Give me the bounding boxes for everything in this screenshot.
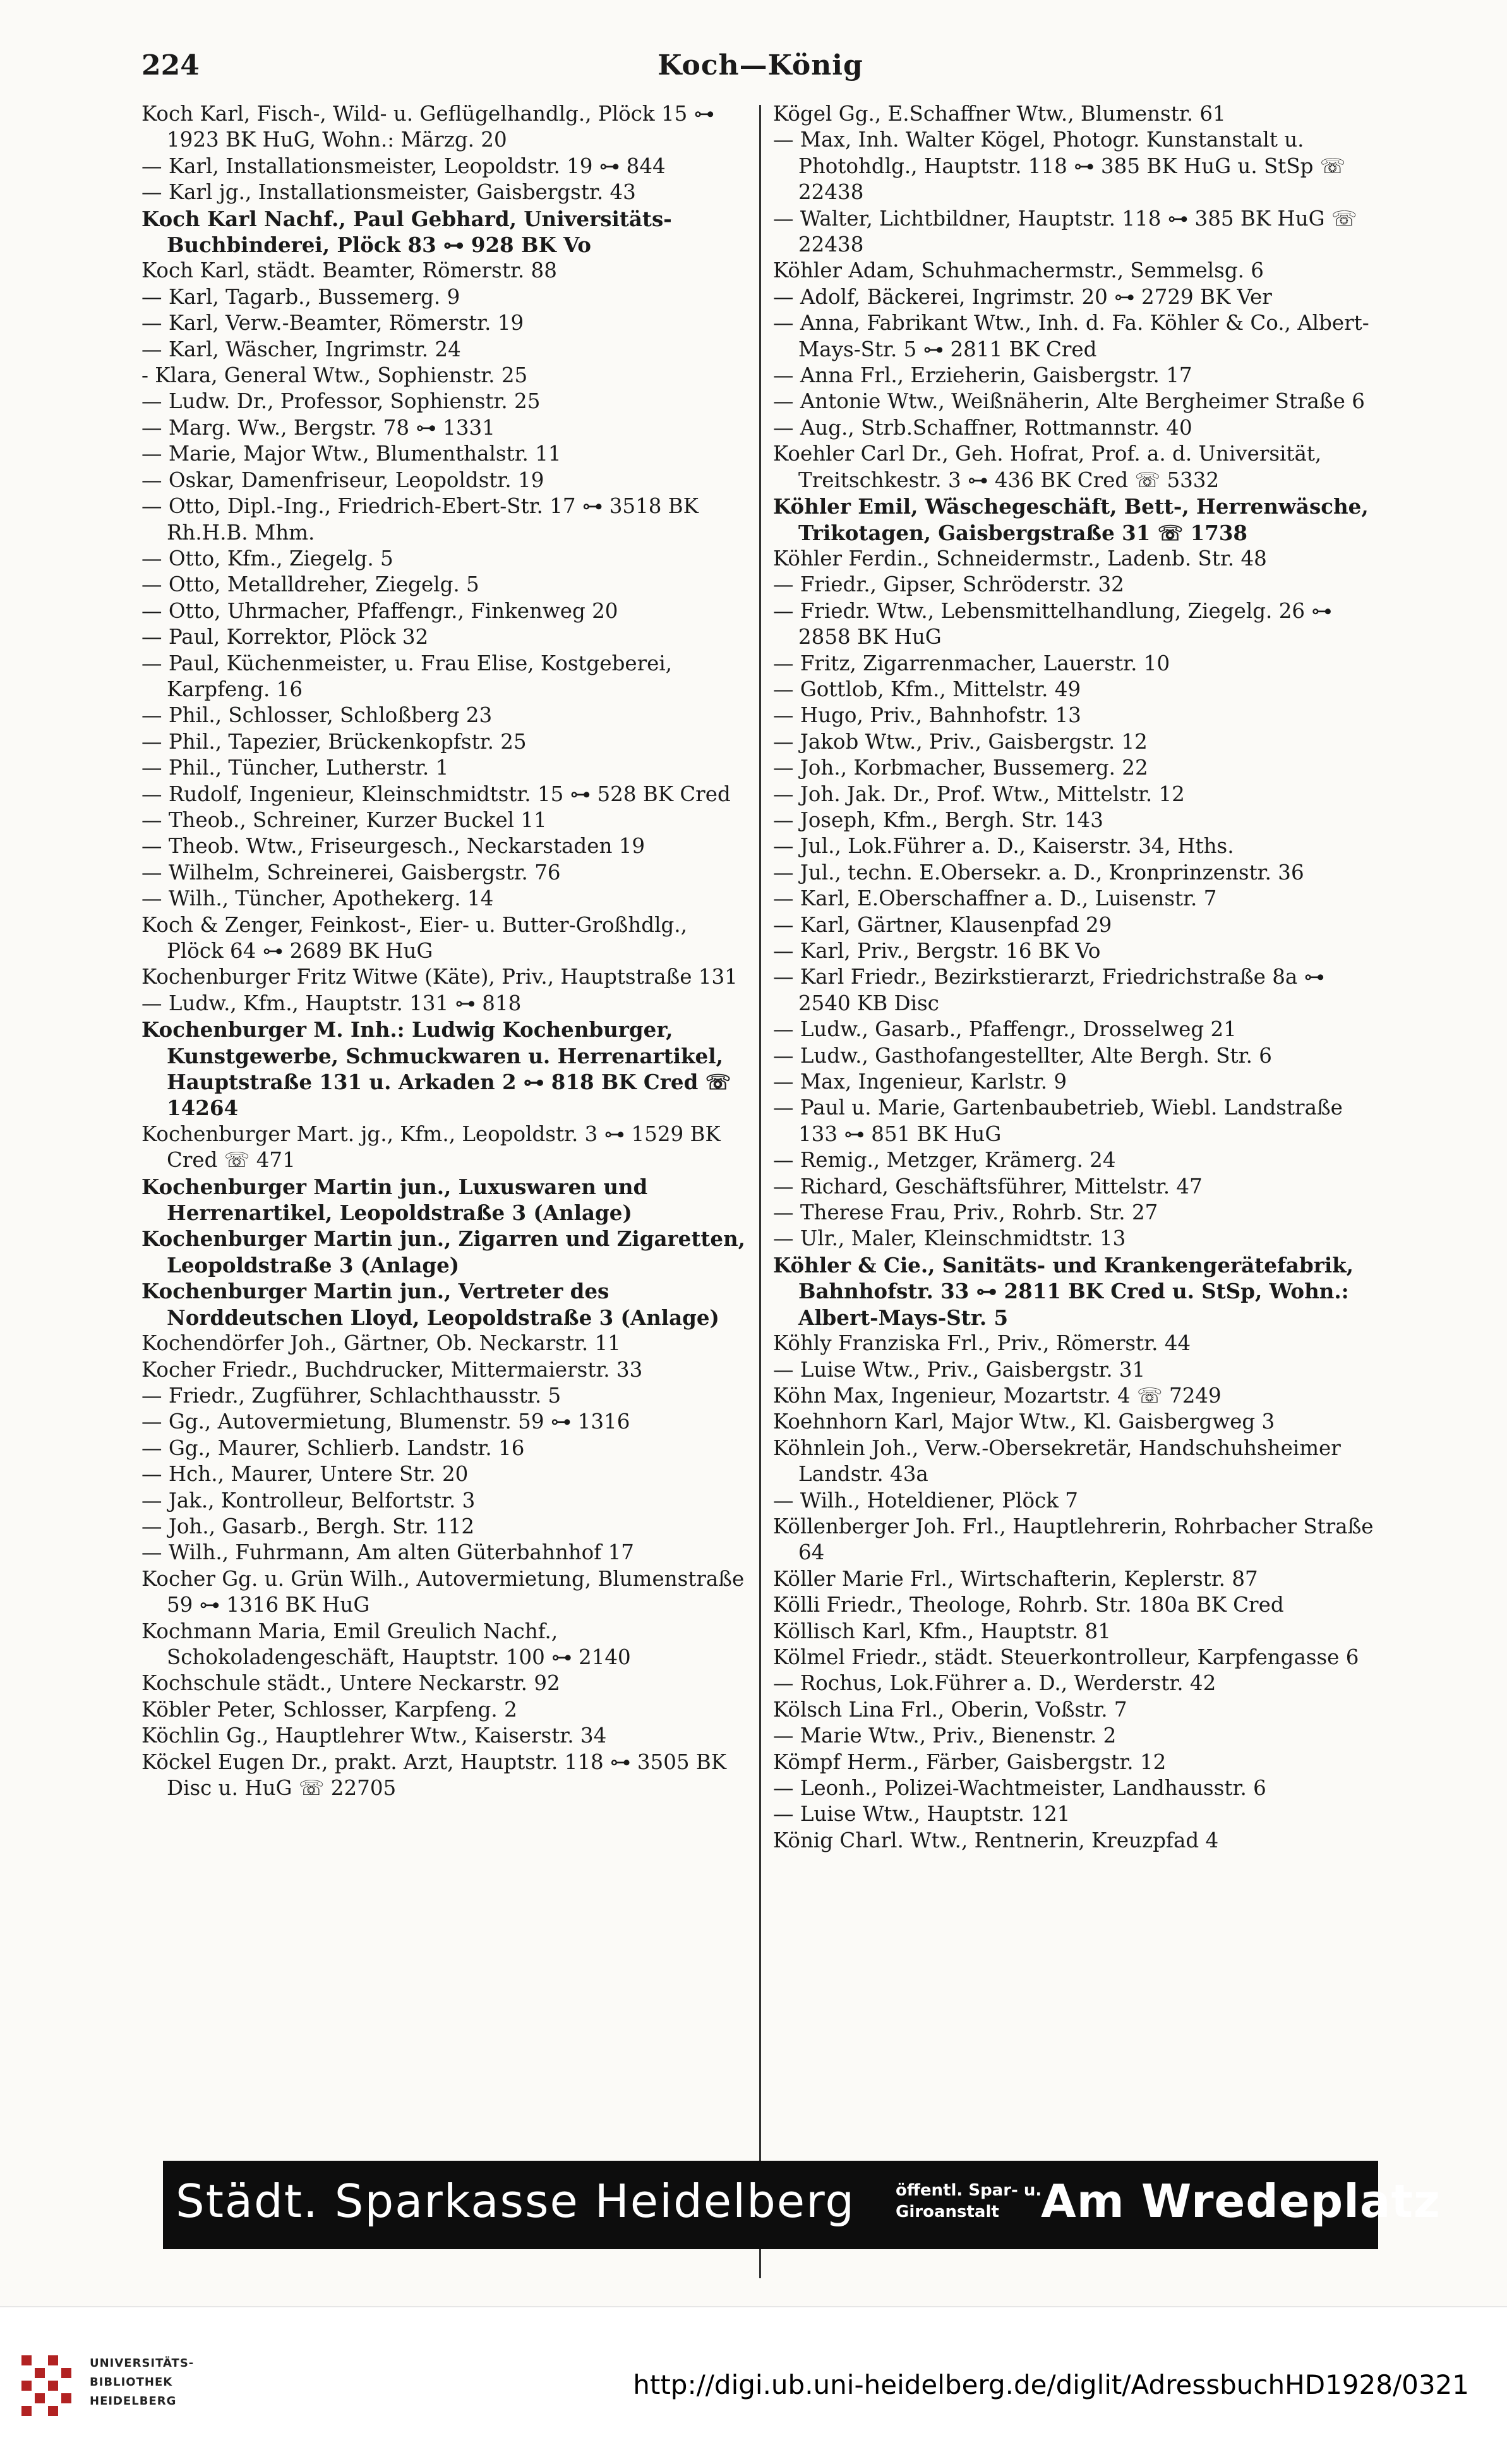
directory-entry: Kochenburger Mart. jg., Kfm., Leopoldstr. 3 ⊶ 1529 BK Cred ☏ 471 <box>141 1121 721 1173</box>
footer-divider <box>0 2306 1507 2307</box>
seal-tile <box>35 2393 45 2403</box>
banner-left-text: Städt. Sparkasse Heidelberg <box>176 2175 856 2228</box>
directory-entry: Kochenburger Martin jun., Vertreter des Norddeutschen Lloyd, Leopoldstraße 3 (Anlage) <box>141 1279 719 1330</box>
directory-entry: — Karl jg., Installationsmeister, Gaisbergstr. 43 <box>141 180 636 205</box>
directory-entry: — Anna, Fabrikant Wtw., Inh. d. Fa. Köhler & Co., Albert-Mays-Str. 5 ⊶ 2811 BK Cred <box>773 311 1369 361</box>
directory-entry: Kochenburger M. Inh.: Ludwig Kochenburger, Kunstgewerbe, Schmuckwaren u. Herrenartikel, Hauptstraße 131 u. Arkaden 2 ⊶ 818 BK Cred ☏ 14264 <box>141 1017 731 1121</box>
directory-entry: Kögel Gg., E.Schaffner Wtw., Blumenstr. 61 <box>773 102 1226 126</box>
directory-entry: Kochenburger Martin jun., Zigarren und Zigaretten, Leopoldstraße 3 (Anlage) <box>141 1226 745 1277</box>
directory-entry: — Paul, Korrektor, Plöck 32 <box>141 625 429 649</box>
directory-entry: — Joh., Gasarb., Bergh. Str. 112 <box>141 1514 475 1538</box>
directory-entry: - Klara, General Wtw., Sophienstr. 25 <box>141 363 528 388</box>
directory-entry: Köhler & Cie., Sanitäts- und Krankengerätefabrik, Bahnhofstr. 33 ⊶ 2811 BK Cred u. StSp, Wohn.: Albert-Mays-Str. 5 <box>773 1252 1354 1330</box>
seal-tile <box>21 2355 32 2365</box>
directory-entry: — Paul, Küchenmeister, u. Frau Elise, Kostgeberei, Karpfeng. 16 <box>141 651 673 701</box>
library-seal-icon <box>15 2350 78 2420</box>
directory-entry: — Oskar, Damenfriseur, Leopoldstr. 19 <box>141 468 544 492</box>
directory-entry: — Phil., Tapezier, Brückenkopfstr. 25 <box>141 729 527 754</box>
directory-entry: Kölsch Lina Frl., Oberin, Voßstr. 7 <box>773 1697 1127 1722</box>
directory-entry: — Luise Wtw., Priv., Gaisbergstr. 31 <box>773 1357 1146 1382</box>
directory-entry: — Otto, Uhrmacher, Pfaffengr., Finkenweg 20 <box>141 598 618 623</box>
directory-entry: — Jakob Wtw., Priv., Gaisbergstr. 12 <box>773 729 1148 754</box>
directory-entry: König Charl. Wtw., Rentnerin, Kreuzpfad 4 <box>773 1828 1219 1852</box>
directory-entry: — Remig., Metzger, Krämerg. 24 <box>773 1148 1116 1173</box>
directory-entry: — Walter, Lichtbildner, Hauptstr. 118 ⊶ 385 BK HuG ☏ 22438 <box>773 206 1357 257</box>
directory-entry: — Fritz, Zigarrenmacher, Lauerstr. 10 <box>773 651 1170 675</box>
directory-entry: Kölmel Friedr., städt. Steuerkontrolleur, Karpfengasse 6 <box>773 1645 1359 1669</box>
directory-entry: — Gottlob, Kfm., Mittelstr. 49 <box>773 677 1081 701</box>
page-header <box>141 44 1379 95</box>
directory-entry: — Friedr., Zugführer, Schlachthausstr. 5 <box>141 1383 561 1408</box>
running-head: Koch—König <box>657 49 863 82</box>
directory-entry: — Theob., Schreiner, Kurzer Buckel 11 <box>141 807 547 832</box>
directory-entry: — Jul., techn. E.Obersekr. a. D., Kronprinzenstr. 36 <box>773 860 1304 885</box>
directory-entry: — Jul., Lok.Führer a. D., Kaiserstr. 34, Hths. <box>773 834 1234 859</box>
directory-entry: — Phil., Tüncher, Lutherstr. 1 <box>141 756 449 780</box>
directory-entry: — Adolf, Bäckerei, Ingrimstr. 20 ⊶ 2729 BK Ver <box>773 284 1272 309</box>
directory-entry: — Friedr., Gipser, Schröderstr. 32 <box>773 572 1124 597</box>
directory-entry: — Leonh., Polizei-Wachtmeister, Landhausstr. 6 <box>773 1776 1266 1800</box>
directory-entry: Köhler Ferdin., Schneidermstr., Ladenb. Str. 48 <box>773 546 1267 571</box>
directory-entry: — Joseph, Kfm., Bergh. Str. 143 <box>773 807 1103 832</box>
directory-entry: — Therese Frau, Priv., Rohrb. Str. 27 <box>773 1200 1158 1225</box>
directory-entry: Köckel Eugen Dr., prakt. Arzt, Hauptstr. 118 ⊶ 3505 BK Disc u. HuG ☏ 22705 <box>141 1749 727 1800</box>
directory-entry: — Ludw., Kfm., Hauptstr. 131 ⊶ 818 <box>141 991 522 1015</box>
advertisement-banner <box>163 2161 1441 2249</box>
seal-tile <box>21 2381 32 2391</box>
directory-entry: — Max, Ingenieur, Karlstr. 9 <box>773 1070 1067 1094</box>
directory-entry: — Otto, Dipl.-Ing., Friedrich-Ebert-Str. 17 ⊶ 3518 BK Rh.H.B. Mhm. <box>141 494 699 545</box>
directory-entry: — Karl, Verw.-Beamter, Römerstr. 19 <box>141 311 524 335</box>
directory-entry: — Rudolf, Ingenieur, Kleinschmidtstr. 15 ⊶ 528 BK Cred <box>141 782 731 806</box>
directory-entry: Köhn Max, Ingenieur, Mozartstr. 4 ☏ 7249 <box>773 1383 1222 1408</box>
directory-entry: — Wilh., Fuhrmann, Am alten Güterbahnhof 17 <box>141 1540 634 1565</box>
directory-entry: Koch Karl, Fisch-, Wild- u. Geflügelhandlg., Plöck 15 ⊶ 1923 BK HuG, Wohn.: Märzg. 20 <box>141 102 715 152</box>
seal-tile <box>48 2406 58 2416</box>
directory-columns <box>141 101 1379 2287</box>
directory-entry: Köhnlein Joh., Verw.-Obersekretär, Handschuhsheimer Landstr. 43a <box>773 1435 1341 1487</box>
directory-entry: Kochschule städt., Untere Neckarstr. 92 <box>141 1671 560 1696</box>
logo-line-1: UNIVERSITÄTS- <box>90 2357 195 2370</box>
directory-entry: Köller Marie Frl., Wirtschafterin, Keplerstr. 87 <box>773 1566 1258 1591</box>
directory-entry: — Ulr., Maler, Kleinschmidtstr. 13 <box>773 1226 1126 1251</box>
directory-entry: Köhler Adam, Schuhmachermstr., Semmelsg. 6 <box>773 258 1264 283</box>
directory-entry: — Karl, Installationsmeister, Leopoldstr. 19 ⊶ 844 <box>141 154 666 178</box>
directory-entry: — Wilh., Hoteldiener, Plöck 7 <box>773 1488 1078 1513</box>
directory-entry: — Ludw., Gasthofangestellter, Alte Bergh. Str. 6 <box>773 1043 1272 1068</box>
directory-entry: — Rochus, Lok.Führer a. D., Werderstr. 42 <box>773 1671 1216 1696</box>
directory-entry: Koch & Zenger, Feinkost-, Eier- u. Butter-Großhdlg., Plöck 64 ⊶ 2689 BK HuG <box>141 912 687 963</box>
directory-entry: — Karl, Tagarb., Bussemerg. 9 <box>141 284 460 309</box>
directory-entry: Kömpf Herm., Färber, Gaisbergstr. 12 <box>773 1749 1167 1774</box>
banner-right-text: Am Wredeplatz <box>1041 2175 1441 2228</box>
banner-middle-text: öffentl. Spar- u. Giroanstalt <box>896 2181 1042 2221</box>
directory-entry: Kochenburger Martin jun., Luxuswaren und Herrenartikel, Leopoldstraße 3 (Anlage) <box>141 1174 648 1226</box>
directory-entry: — Friedr. Wtw., Lebensmittelhandlung, Ziegelg. 26 ⊶ 2858 BK HuG <box>773 598 1332 649</box>
directory-entry: Kölli Friedr., Theologe, Rohrb. Str. 180a BK Cred <box>773 1593 1284 1617</box>
directory-entry: — Aug., Strb.Schaffner, Rottmannstr. 40 <box>773 415 1192 440</box>
directory-entry: — Joh. Jak. Dr., Prof. Wtw., Mittelstr. 12 <box>773 782 1185 806</box>
directory-entry: — Richard, Geschäftsführer, Mittelstr. 47 <box>773 1174 1203 1199</box>
directory-entry: Köbler Peter, Schlosser, Karpfeng. 2 <box>141 1697 517 1722</box>
library-logo-text <box>90 2354 194 2411</box>
footer <box>0 2306 1507 2464</box>
directory-entry: Kochendörfer Joh., Gärtner, Ob. Neckarstr. 11 <box>141 1331 621 1356</box>
column-divider <box>759 105 761 2278</box>
directory-entry: Köllenberger Joh. Frl., Hauptlehrerin, Rohrbacher Straße 64 <box>773 1514 1374 1565</box>
directory-entry: — Otto, Metalldreher, Ziegelg. 5 <box>141 572 479 597</box>
seal-tile <box>48 2355 58 2365</box>
source-url-link[interactable]: http://digi.ub.uni-heidelberg.de/diglit/AdressbuchHD1928/0321 <box>633 2369 1469 2400</box>
seal-tile <box>21 2406 32 2416</box>
directory-entry: Köllisch Karl, Kfm., Hauptstr. 81 <box>773 1619 1111 1643</box>
directory-entry: — Marie, Major Wtw., Blumenthalstr. 11 <box>141 442 561 466</box>
directory-entry: Kochenburger Fritz Witwe (Käte), Priv., Hauptstraße 131 <box>141 965 738 989</box>
directory-entry: — Ludw. Dr., Professor, Sophienstr. 25 <box>141 389 541 414</box>
directory-entry: — Otto, Kfm., Ziegelg. 5 <box>141 546 393 571</box>
directory-entry: — Karl, E.Oberschaffner a. D., Luisenstr. 7 <box>773 886 1217 911</box>
directory-entry: — Jak., Kontrolleur, Belfortstr. 3 <box>141 1488 476 1513</box>
seal-tile <box>61 2393 71 2403</box>
directory-entry: — Marg. Ww., Bergstr. 78 ⊶ 1331 <box>141 415 495 440</box>
directory-entry: — Joh., Korbmacher, Bussemerg. 22 <box>773 756 1148 780</box>
directory-entry: — Gg., Autovermietung, Blumenstr. 59 ⊶ 1316 <box>141 1410 630 1434</box>
seal-tile <box>61 2368 71 2378</box>
directory-entry: — Karl, Priv., Bergstr. 16 BK Vo <box>773 939 1101 963</box>
left-column <box>141 101 748 2287</box>
directory-entry: — Marie Wtw., Priv., Bienenstr. 2 <box>773 1724 1117 1748</box>
directory-entry: — Antonie Wtw., Weißnäherin, Alte Bergheimer Straße 6 <box>773 389 1365 414</box>
logo-line-2: BIBLIOTHEK <box>90 2376 173 2389</box>
seal-tile <box>35 2368 45 2378</box>
directory-entry: Koehler Carl Dr., Geh. Hofrat, Prof. a. d. Universität, Treitschkestr. 3 ⊶ 436 BK Cred ☏ 5332 <box>773 442 1322 492</box>
directory-entry: Köchlin Gg., Hauptlehrer Wtw., Kaiserstr. 34 <box>141 1724 607 1748</box>
directory-entry: — Gg., Maurer, Schlierb. Landstr. 16 <box>141 1435 525 1460</box>
directory-entry: Köhler Emil, Wäschegeschäft, Bett-, Herrenwäsche, Trikotagen, Gaisbergstraße 31 ☏ 1738 <box>773 494 1369 545</box>
directory-entry: Koch Karl Nachf., Paul Gebhard, Universitäts-Buchbinderei, Plöck 83 ⊶ 928 BK Vo <box>141 206 672 258</box>
directory-entry: Köhly Franziska Frl., Priv., Römerstr. 44 <box>773 1331 1191 1356</box>
directory-entry: Kochmann Maria, Emil Greulich Nachf., Schokoladengeschäft, Hauptstr. 100 ⊶ 2140 <box>141 1619 631 1669</box>
directory-entry: — Karl, Wäscher, Ingrimstr. 24 <box>141 337 461 361</box>
seal-tile <box>48 2381 58 2391</box>
right-column <box>773 101 1379 2287</box>
library-logo[interactable] <box>15 2350 205 2420</box>
directory-entry: — Phil., Schlosser, Schloßberg 23 <box>141 703 493 728</box>
directory-entry: — Luise Wtw., Hauptstr. 121 <box>773 1802 1071 1827</box>
directory-entry: — Max, Inh. Walter Kögel, Photogr. Kunstanstalt u. Photohdlg., Hauptstr. 118 ⊶ 385 BK HuG u. StSp ☏ 22438 <box>773 128 1346 205</box>
directory-entry: — Hugo, Priv., Bahnhofstr. 13 <box>773 703 1081 728</box>
directory-entry: Koehnhorn Karl, Major Wtw., Kl. Gaisbergweg 3 <box>773 1410 1275 1434</box>
directory-entry: — Wilh., Tüncher, Apothekerg. 14 <box>141 886 494 911</box>
directory-entry: — Karl Friedr., Bezirkstierarzt, Friedrichstraße 8a ⊶ 2540 KB Disc <box>773 965 1325 1015</box>
directory-entry: — Hch., Maurer, Untere Str. 20 <box>141 1462 469 1487</box>
directory-entry: — Anna Frl., Erzieherin, Gaisbergstr. 17 <box>773 363 1192 388</box>
directory-entry: — Karl, Gärtner, Klausenpfad 29 <box>773 912 1112 937</box>
directory-entry: Kocher Gg. u. Grün Wilh., Autovermietung, Blumenstraße 59 ⊶ 1316 BK HuG <box>141 1566 745 1617</box>
directory-entry: — Wilhelm, Schreinerei, Gaisbergstr. 76 <box>141 860 561 885</box>
directory-entry: Koch Karl, städt. Beamter, Römerstr. 88 <box>141 258 557 283</box>
page-number: 224 <box>141 49 200 82</box>
directory-entry: — Theob. Wtw., Friseurgesch., Neckarstaden 19 <box>141 834 645 859</box>
directory-entry: — Paul u. Marie, Gartenbaubetrieb, Wiebl. Landstraße 133 ⊶ 851 BK HuG <box>773 1096 1343 1146</box>
directory-entry: — Ludw., Gasarb., Pfaffengr., Drosselweg 21 <box>773 1017 1237 1042</box>
logo-line-3: HEIDELBERG <box>90 2395 177 2408</box>
directory-entry: Kocher Friedr., Buchdrucker, Mittermaierstr. 33 <box>141 1357 643 1382</box>
